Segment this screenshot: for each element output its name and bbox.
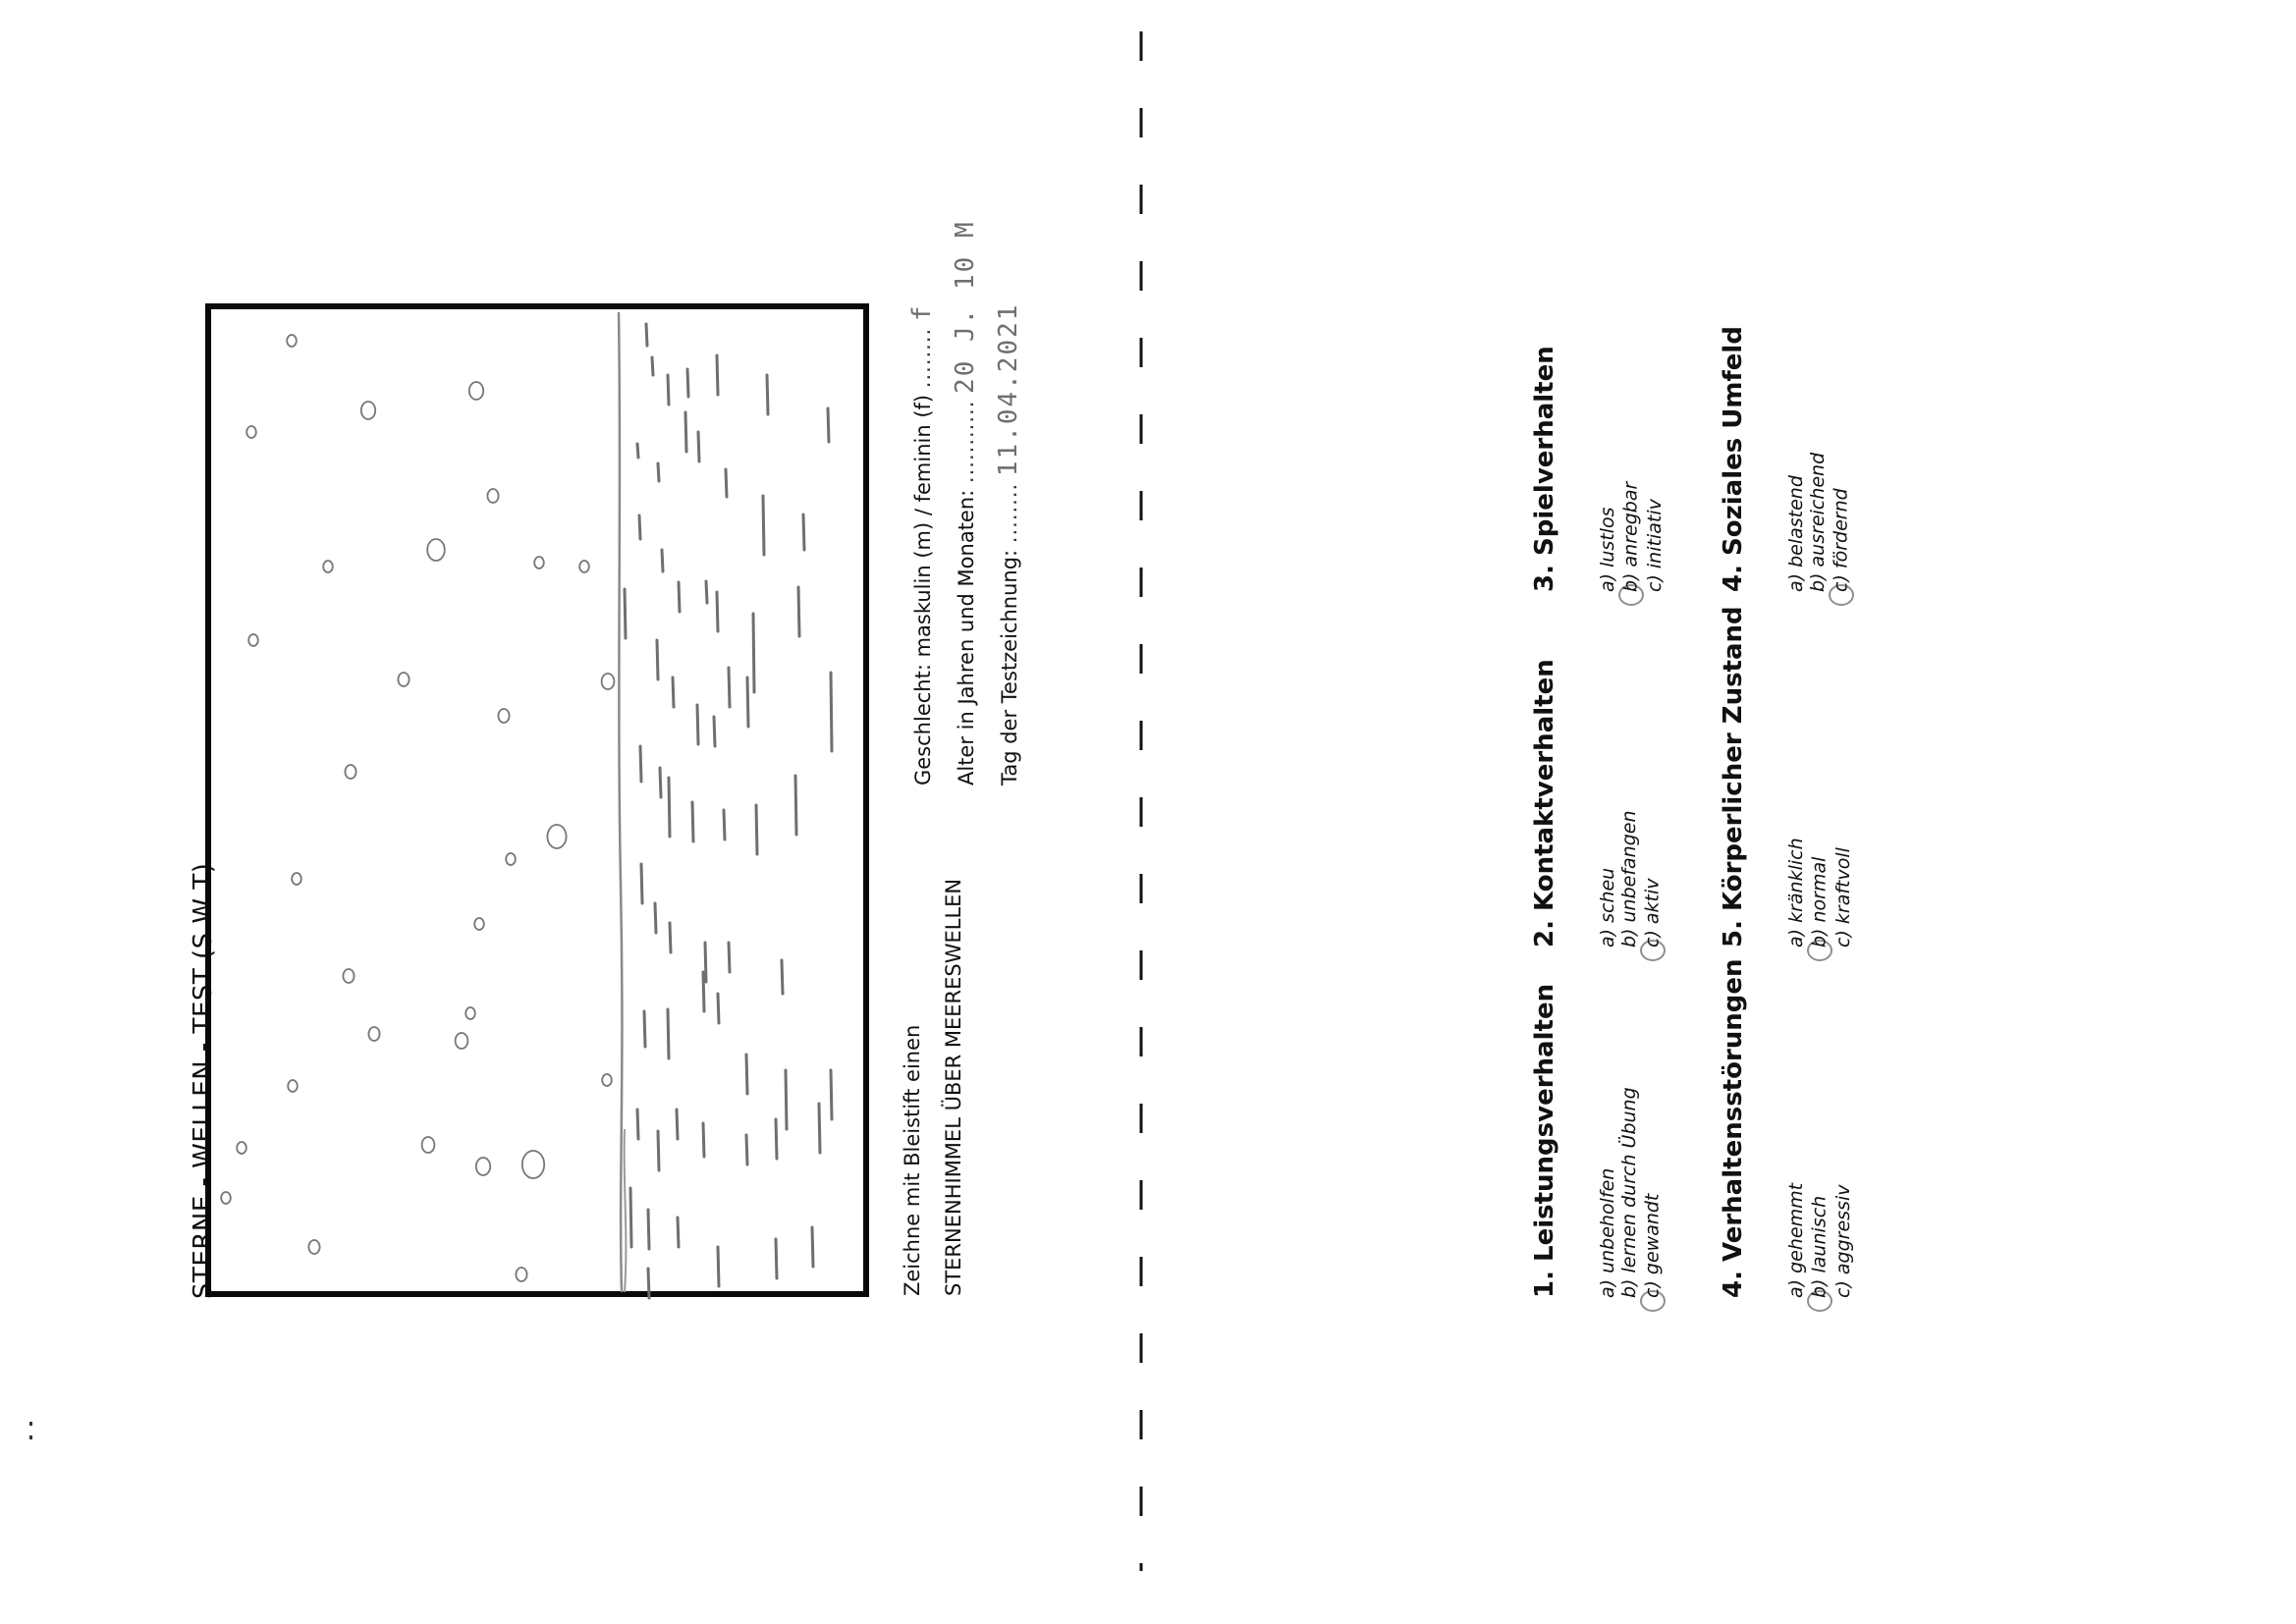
- star-mark: [323, 561, 333, 572]
- star-mark: [602, 674, 615, 689]
- star-mark: [398, 673, 409, 686]
- star-mark: [288, 1080, 298, 1092]
- wave-mark: [798, 587, 799, 636]
- wave-mark: [746, 1135, 747, 1164]
- wave-mark: [698, 432, 699, 461]
- star-mark: [308, 1240, 319, 1254]
- star-mark: [368, 1027, 379, 1041]
- wave-mark: [726, 469, 727, 497]
- wave-mark: [703, 1123, 704, 1157]
- wave-mark: [670, 923, 671, 952]
- star-mark: [345, 765, 355, 779]
- star-mark: [579, 561, 589, 572]
- instruction-line-2: STERNENHIMMEL ÜBER MEERESWELLEN: [942, 878, 965, 1296]
- category-3-options: [1597, 346, 1666, 592]
- wave-mark: [795, 776, 796, 835]
- field-gender-dots: ........: [911, 327, 935, 389]
- star-mark: [456, 1033, 468, 1049]
- star-mark: [476, 1158, 490, 1175]
- wave-mark: [697, 705, 698, 744]
- wave-mark: [640, 746, 641, 782]
- wave-mark: [717, 592, 718, 631]
- wave-mark: [812, 1227, 813, 1267]
- form-fields: [902, 220, 1031, 785]
- category-6-title: 4. Soziales Umfeld: [1719, 326, 1748, 592]
- wave-mark: [753, 614, 754, 692]
- category-3-option-a: a) lustlos: [1597, 507, 1618, 592]
- star-mark: [246, 426, 256, 438]
- wave-mark: [679, 582, 680, 612]
- category-6-option-a: a) belastend: [1785, 475, 1807, 592]
- instruction-block: [892, 879, 974, 1296]
- wave-mark: [746, 1055, 747, 1094]
- field-age-label: Alter in Jahren und Monaten:: [955, 489, 978, 785]
- wave-mark: [644, 1011, 645, 1047]
- category-5-title: 5. Körperlicher Zustand: [1719, 606, 1748, 947]
- star-mark: [534, 557, 544, 568]
- wave-mark: [639, 515, 640, 539]
- category-6: [1719, 326, 1854, 592]
- wave-mark: [724, 810, 725, 839]
- category-3-title: 3. Spielverhalten: [1530, 346, 1559, 592]
- category-3: [1530, 346, 1666, 592]
- category-3-option-c: c) initiativ: [1644, 499, 1666, 592]
- wave-mark: [677, 1110, 678, 1139]
- wave-mark: [706, 581, 707, 603]
- category-4: [1719, 958, 1854, 1298]
- category-2-option-b: b) unbefangen: [1618, 810, 1640, 947]
- field-gender-label: Geschlecht: maskulin (m) / feminin (f): [911, 394, 935, 785]
- wave-mark: [669, 778, 670, 837]
- field-date-label: Tag der Testzeichnung:: [998, 549, 1021, 785]
- wave-mark: [625, 589, 626, 638]
- wave-mark: [782, 960, 783, 994]
- wave-mark: [819, 1104, 820, 1153]
- field-age-value: 20 J. 10 M: [951, 220, 980, 394]
- category-5-option-b: b) normal: [1807, 606, 1832, 947]
- wave-mark: [729, 943, 730, 972]
- wave-mark: [718, 994, 719, 1023]
- category-4-options: [1785, 958, 1854, 1298]
- star-mark: [343, 969, 354, 983]
- star-mark: [465, 1007, 475, 1019]
- wave-mark: [658, 463, 659, 481]
- wave-mark: [668, 1009, 669, 1058]
- star-mark: [498, 709, 509, 723]
- category-4-option-b: b) launisch: [1807, 958, 1832, 1298]
- star-mark: [422, 1137, 435, 1153]
- category-5-option-c: c) kraftvoll: [1832, 847, 1854, 947]
- star-mark: [516, 1268, 526, 1281]
- star-mark: [469, 382, 483, 400]
- instruction-line-1: Zeichne mit Bleistift einen: [901, 1024, 924, 1296]
- wave-mark: [831, 673, 832, 751]
- star-mark: [506, 853, 516, 865]
- field-age-dots: ...........: [955, 400, 978, 484]
- wave-mark: [763, 496, 764, 555]
- star-mark: [292, 873, 301, 885]
- horizon-line: [619, 312, 622, 1292]
- wave-mark: [705, 943, 706, 982]
- star-mark: [248, 634, 258, 646]
- category-1: [1530, 984, 1666, 1298]
- category-1-options: [1597, 984, 1666, 1298]
- wave-mark: [786, 1070, 787, 1129]
- margin-mark: [29, 1422, 32, 1426]
- star-mark: [221, 1192, 231, 1204]
- wave-mark: [767, 375, 768, 414]
- field-age: [945, 220, 988, 785]
- category-6-option-b: b) ausreichend: [1807, 452, 1829, 592]
- test-title: STERNE - WELLEN - TEST (S W T): [189, 862, 218, 1299]
- wave-mark: [648, 1210, 649, 1249]
- category-2-title: 2. Kontaktverhalten: [1530, 659, 1559, 947]
- star-mark: [547, 825, 566, 848]
- wave-mark: [660, 768, 661, 797]
- wave-mark: [687, 369, 688, 397]
- wave-mark: [692, 802, 693, 841]
- category-5: [1719, 606, 1854, 947]
- wave-mark: [729, 668, 730, 707]
- category-1-option-c: c) gewandt: [1640, 984, 1666, 1298]
- wave-mark: [637, 1110, 638, 1139]
- wave-mark: [655, 903, 656, 933]
- wave-mark: [756, 805, 757, 854]
- wave-mark: [747, 677, 748, 727]
- wave-mark: [714, 717, 715, 746]
- wave-mark: [703, 972, 704, 1011]
- category-4-title: 4. Verhaltensstörungen: [1719, 958, 1748, 1298]
- star-mark: [487, 489, 498, 503]
- wave-mark: [776, 1119, 777, 1159]
- wave-mark: [803, 514, 804, 550]
- wave-mark: [673, 677, 674, 707]
- category-2-option-a: a) scheu: [1597, 867, 1618, 947]
- category-4-option-c: c) aggressiv: [1832, 1184, 1854, 1298]
- field-gender: [902, 220, 945, 785]
- category-5-option-a: a) kränklich: [1785, 838, 1807, 947]
- field-date: [988, 220, 1031, 785]
- margin-mark: [29, 1435, 32, 1439]
- star-mark: [361, 402, 375, 419]
- wave-mark: [657, 640, 658, 679]
- star-mark: [602, 1074, 612, 1086]
- wave-mark: [718, 1247, 719, 1286]
- wave-mark: [641, 864, 642, 903]
- wave-mark: [652, 357, 653, 375]
- category-1-option-a: a) unbeholfen: [1597, 1167, 1618, 1298]
- star-mark: [237, 1142, 246, 1154]
- field-date-value: 11.04.2021: [994, 302, 1023, 477]
- field-gender-value: f: [907, 303, 937, 322]
- category-5-options: [1785, 606, 1854, 947]
- star-mark: [474, 918, 484, 930]
- wave-mark: [776, 1239, 777, 1278]
- field-date-dots: ........: [998, 482, 1021, 544]
- category-2-options: [1597, 659, 1666, 947]
- category-1-option-b: b) lernen durch Übung: [1618, 1087, 1640, 1298]
- star-mark: [287, 335, 297, 347]
- star-mark: [427, 539, 445, 561]
- wave-mark: [648, 1269, 649, 1298]
- wave-mark: [637, 444, 638, 458]
- category-6-options: [1785, 326, 1854, 592]
- category-4-option-a: a) gehemmt: [1785, 1182, 1807, 1298]
- wave-mark: [662, 550, 663, 571]
- wave-mark: [685, 412, 686, 452]
- category-2: [1530, 659, 1666, 947]
- wave-mark: [828, 408, 829, 442]
- star-mark: [522, 1151, 544, 1178]
- category-2-option-c: c) aktiv: [1640, 659, 1666, 947]
- category-1-title: 1. Leistungsverhalten: [1530, 983, 1559, 1298]
- wave-mark: [678, 1218, 679, 1247]
- category-6-option-c: c) fördernd: [1829, 326, 1854, 592]
- wave-mark: [658, 1131, 659, 1170]
- wave-mark: [630, 1188, 631, 1247]
- category-3-option-b: b) anregbar: [1618, 346, 1644, 592]
- wave-mark: [646, 324, 647, 346]
- wave-mark: [668, 375, 669, 405]
- wave-mark: [717, 355, 718, 395]
- wave-mark: [831, 1070, 832, 1119]
